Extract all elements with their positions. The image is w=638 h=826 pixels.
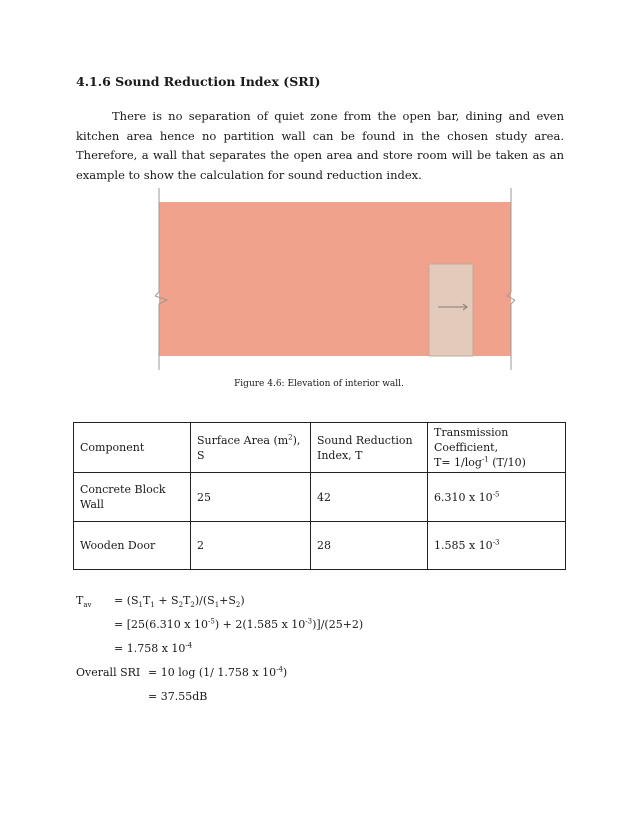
door-panel [429,264,473,356]
cell-index: 28 [311,522,428,570]
section-heading: 4.1.6 Sound Reduction Index (SRI) [76,74,321,89]
cell-coefficient: 1.585 x $10^{-3}$ [428,522,566,570]
sri-table [73,422,566,570]
tav-label: $T_{av}$ [76,594,92,610]
equation-line-1: = $(S_1T_1 + S_2T_2)/(S_1+S_2)$ [114,594,245,610]
header-surface-area: Surface Area $(m^2)$, S [191,423,311,473]
header-transmission: Transmission Coefficient, $T= 1/\log^{-1}$ (T/10) [428,423,566,473]
table-row [74,522,566,570]
equation-line-3: = 1.758 x $10^{-4}$ [114,641,193,655]
body-paragraph: There is no separation of quiet zone from the open bar, dining and even kitchen area hence no partition wall can be found in the chosen study area. Therefore, a wall that separates the open area and store room will be taken as an example to show the calculation for sound reduction index. [76,109,564,182]
interior-wall-elevation [155,188,515,370]
table-row [74,473,566,522]
header-component: Component [74,423,191,473]
header-sound-reduction: Sound Reduction Index, T [311,423,428,473]
cell-area: 25 [191,473,311,522]
equation-line-4: = 10 log (1/ 1.758 x $10^{-4}$) [148,665,288,679]
table-header-row [74,423,566,473]
figure-caption: Figure 4.6: Elevation of interior wall. [234,379,404,389]
cell-component: Concrete Block Wall [74,473,191,522]
equation-line-5: = 37.55dB [148,690,208,703]
cell-component: Wooden Door [74,522,191,570]
cell-area: 2 [191,522,311,570]
overall-sri-label: Overall SRI [76,666,141,679]
cell-index: 42 [311,473,428,522]
equation-line-2: = [25(6.310 x $10^{-5}) + 2(1.585$ x $10^{-3})]/(25+2)$ [114,617,364,631]
cell-coefficient: 6.310 x $10^{-5}$ [428,473,566,522]
